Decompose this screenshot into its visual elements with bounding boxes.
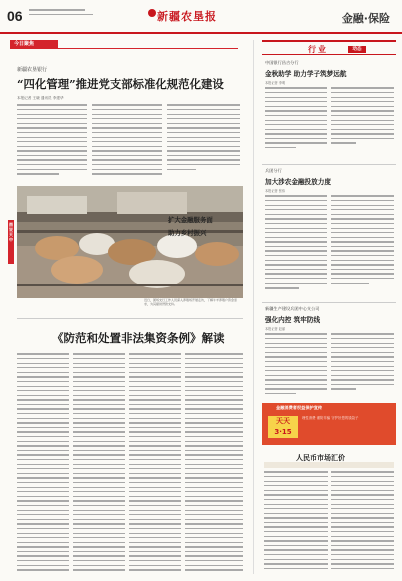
top-story-body-col3 (167, 103, 240, 181)
industry-label: 行业 (308, 44, 328, 54)
news-photo (17, 186, 243, 298)
top-story-body-col2 (92, 103, 162, 181)
right-divider-2 (262, 302, 396, 303)
column-divider (253, 40, 254, 574)
masthead: 新疆农垦报 (157, 10, 217, 23)
right-item-2-headline: 加大涉农金融投放力度 (265, 178, 331, 186)
industry-label-tag: 动态 (348, 46, 366, 53)
tag-bar (10, 40, 238, 49)
feature-body-col2 (73, 352, 125, 574)
top-story-body-col1 (17, 103, 87, 181)
top-story-headline: “四化管理”推进党支部标准化规范化建设 (17, 77, 224, 91)
right-item-1-body-col2 (331, 86, 394, 156)
masthead-logo-icon (148, 9, 156, 17)
right-item-2-kicker: 兵团分行 (265, 168, 282, 173)
promo-title: 金融消费者权益保护宣传 (276, 405, 323, 410)
today-focus-tag: 今日聚焦 (10, 40, 58, 49)
feature-body-col4 (185, 352, 243, 574)
photo-title-line1: 扩大金融服务面 (168, 216, 213, 224)
section-divider (17, 318, 243, 319)
market-table-right (331, 470, 394, 574)
feature-headline: 《防范和处置非法集资条例》解读 (52, 331, 225, 345)
photo-caption: 近日，团场支行工作人员深入养殖场开展走访，了解牛羊养殖户资金需求，为其提供贷款支持。 (144, 298, 238, 307)
photo-title-line2: 助力乡村振兴 (168, 229, 207, 237)
market-rates-title: 人民币市场汇价 (296, 453, 345, 462)
right-item-2-body-col2 (331, 194, 394, 298)
right-divider-1 (262, 164, 396, 165)
section-title: 金融·保险 (341, 12, 390, 25)
top-story-byline: 本报记者 王晓 通讯员 李建华 (17, 96, 64, 100)
right-item-1-body-col1 (265, 86, 327, 156)
right-item-1-kicker: 中国银行昌吉分行 (265, 60, 299, 65)
right-item-2-body-col1 (265, 194, 327, 298)
right-item-1-byline: 本报记者 李明 (265, 81, 286, 85)
photo-title (168, 214, 232, 240)
top-story-kicker: 新疆农垦银行 (17, 67, 48, 73)
market-table-left (264, 470, 328, 574)
promo-banner (262, 403, 396, 445)
right-item-3-byline: 本报记者 赵丽 (265, 327, 286, 331)
right-item-2-byline: 本报记者 张伟 (265, 189, 286, 193)
page-number: 06 (7, 8, 23, 24)
right-item-3-body-col2 (331, 332, 394, 398)
feature-body-col1 (17, 352, 69, 574)
market-table-header (264, 462, 394, 468)
right-item-1-headline: 金秋助学 助力学子筑梦远航 (265, 70, 347, 78)
page-header (0, 0, 402, 34)
photo-side-tag: 图说天中 (9, 222, 13, 242)
promo-text: 理性消费 谨防诈骗 守护好您的钱袋子 (302, 416, 359, 420)
right-item-3-body-col1 (265, 332, 327, 398)
date-info (29, 8, 109, 17)
promo-badge: 天天3·15 (268, 416, 298, 438)
right-item-3-kicker: 新疆生产建设兵团中心支公司 (265, 306, 320, 311)
feature-body-col3 (129, 352, 181, 574)
right-item-3-headline: 强化内控 筑牢防线 (265, 316, 321, 324)
photo-side-strip (6, 186, 16, 298)
industry-news-label (262, 40, 396, 55)
